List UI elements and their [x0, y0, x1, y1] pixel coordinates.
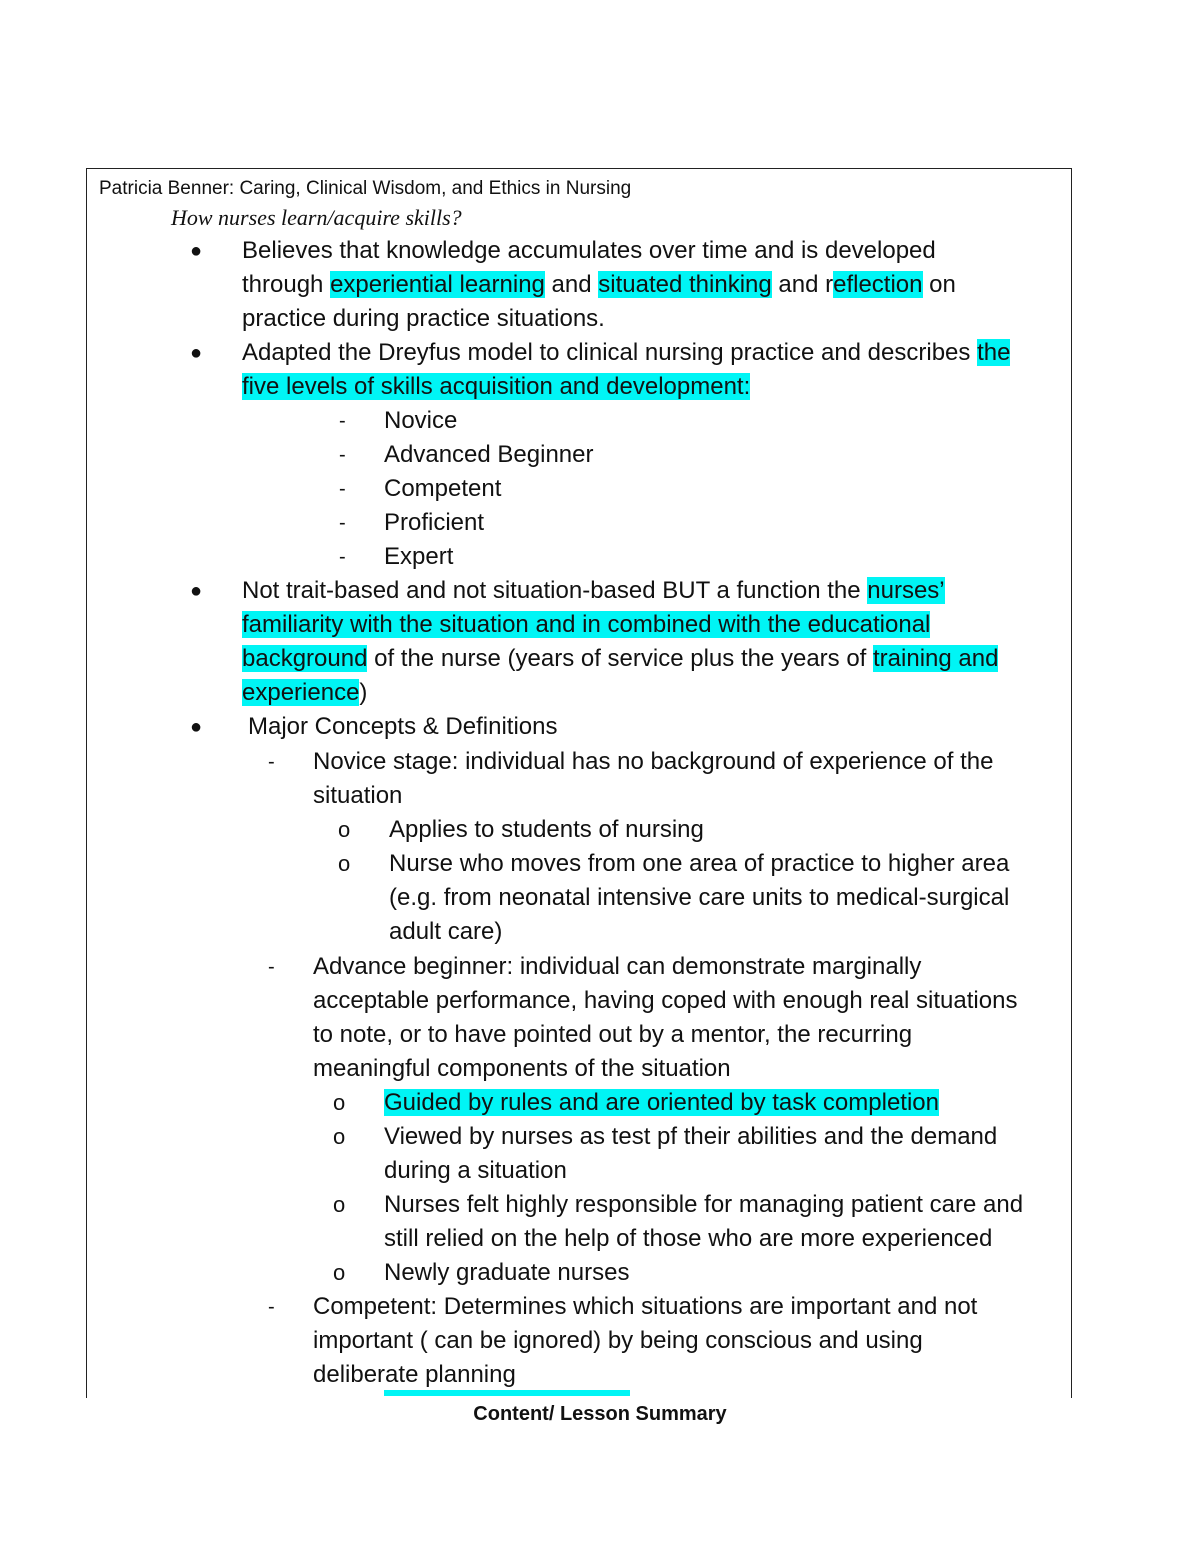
dash-marker: - — [268, 956, 275, 978]
advance-line-2: acceptable performance, having coped with enough real situations — [313, 987, 1018, 1014]
novice-line-1: Novice stage: individual has no background of experience of the — [313, 748, 994, 775]
advance-sub-3-line-1: Nurses felt highly responsible for managing patient care and — [384, 1191, 1024, 1218]
bullet-3-line-2 — [242, 608, 930, 642]
highlight: five levels of skills acquisition and development: — [242, 373, 751, 400]
advance-line-3: to note, or to have pointed out by a mentor, the recurring — [313, 1021, 913, 1048]
circle-marker: o — [338, 817, 351, 842]
competent-line-1: Competent: Determines which situations are important and not — [313, 1293, 978, 1320]
level-item: Competent — [384, 475, 502, 502]
dash-marker: - — [339, 546, 346, 568]
level-item: Advanced Beginner — [384, 441, 594, 468]
novice-sub-1: Applies to students of nursing — [389, 816, 704, 843]
dash-marker: - — [268, 751, 275, 773]
document-title: Patricia Benner: Caring, Clinical Wisdom, and Ethics in Nursing — [99, 178, 632, 199]
bullet-marker: ● — [190, 240, 203, 262]
bullet-2-line-1: Adapted the Dreyfus model to clinical nursing practice and describes the — [242, 339, 1011, 366]
dash-marker: - — [339, 512, 346, 534]
advance-sub-2-line-2: during a situation — [384, 1157, 567, 1184]
novice-line-2: situation — [313, 782, 403, 809]
highlight: situated thinking — [598, 271, 772, 298]
dash-marker: - — [339, 444, 346, 466]
novice-sub-2-line-1: Nurse who moves from one area of practice to higher area — [389, 850, 1010, 877]
bullet-3-line-4: experience) — [242, 679, 368, 706]
bullet-1-line-2: through experiential learning and situated thinking and reflection on — [242, 271, 956, 298]
footer-label: Content/ Lesson Summary — [473, 1403, 727, 1425]
highlight: background — [242, 645, 368, 672]
advance-sub-1 — [384, 1086, 939, 1120]
bullet-marker: ● — [190, 580, 203, 602]
dash-marker: - — [268, 1296, 275, 1318]
bullet-1-line-1: Believes that knowledge accumulates over time and is developed — [242, 237, 936, 264]
highlight: the — [977, 339, 1011, 366]
circle-marker: o — [333, 1260, 346, 1285]
bullet-4-label: Major Concepts & Definitions — [248, 713, 558, 740]
document-subtitle: How nurses learn/acquire skills? — [171, 205, 462, 230]
bullet-1-line-3: practice during practice situations. — [242, 305, 605, 332]
highlight: eflection — [833, 271, 923, 298]
dash-marker: - — [339, 478, 346, 500]
highlight: training and — [873, 645, 999, 672]
novice-sub-2-line-3: adult care) — [389, 918, 503, 945]
competent-line-3: deliberate planning — [313, 1361, 516, 1388]
level-item: Expert — [384, 543, 454, 570]
circle-marker: o — [338, 851, 351, 876]
highlight: familiarity with the situation and in combined with the educational — [242, 611, 931, 638]
advance-sub-2-line-1: Viewed by nurses as test pf their abilities and the demand — [384, 1123, 998, 1150]
level-item: Proficient — [384, 509, 485, 536]
advance-sub-3-line-2: still relied on the help of those who are more experienced — [384, 1225, 993, 1252]
advance-line-4: meaningful components of the situation — [313, 1055, 731, 1082]
highlight: experience — [242, 679, 360, 706]
bullet-marker: ● — [190, 716, 203, 738]
advance-sub-4: Newly graduate nurses — [384, 1259, 630, 1286]
bullet-3-line-3: background of the nurse (years of service plus the years of training and — [242, 645, 999, 672]
circle-marker: o — [333, 1124, 346, 1149]
bullet-3-line-1: Not trait-based and not situation-based BUT a function the nurses’ — [242, 577, 945, 604]
circle-marker: o — [333, 1192, 346, 1217]
circle-marker: o — [333, 1090, 346, 1115]
novice-sub-2-line-2: (e.g. from neonatal intensive care units to medical-surgical — [389, 884, 1010, 911]
advance-line-1: Advance beginner: individual can demonstrate marginally — [313, 953, 922, 980]
highlight: nurses’ — [867, 577, 945, 604]
highlight: Guided by rules and are oriented by task completion — [384, 1089, 939, 1116]
level-item: Novice — [384, 407, 458, 434]
dash-marker: - — [339, 410, 346, 432]
highlight: experiential learning — [330, 271, 545, 298]
bullet-2-line-2 — [242, 370, 750, 404]
highlight-fragment — [384, 1390, 630, 1396]
bullet-marker: ● — [190, 342, 203, 364]
competent-line-2: important ( can be ignored) by being conscious and using — [313, 1327, 923, 1354]
